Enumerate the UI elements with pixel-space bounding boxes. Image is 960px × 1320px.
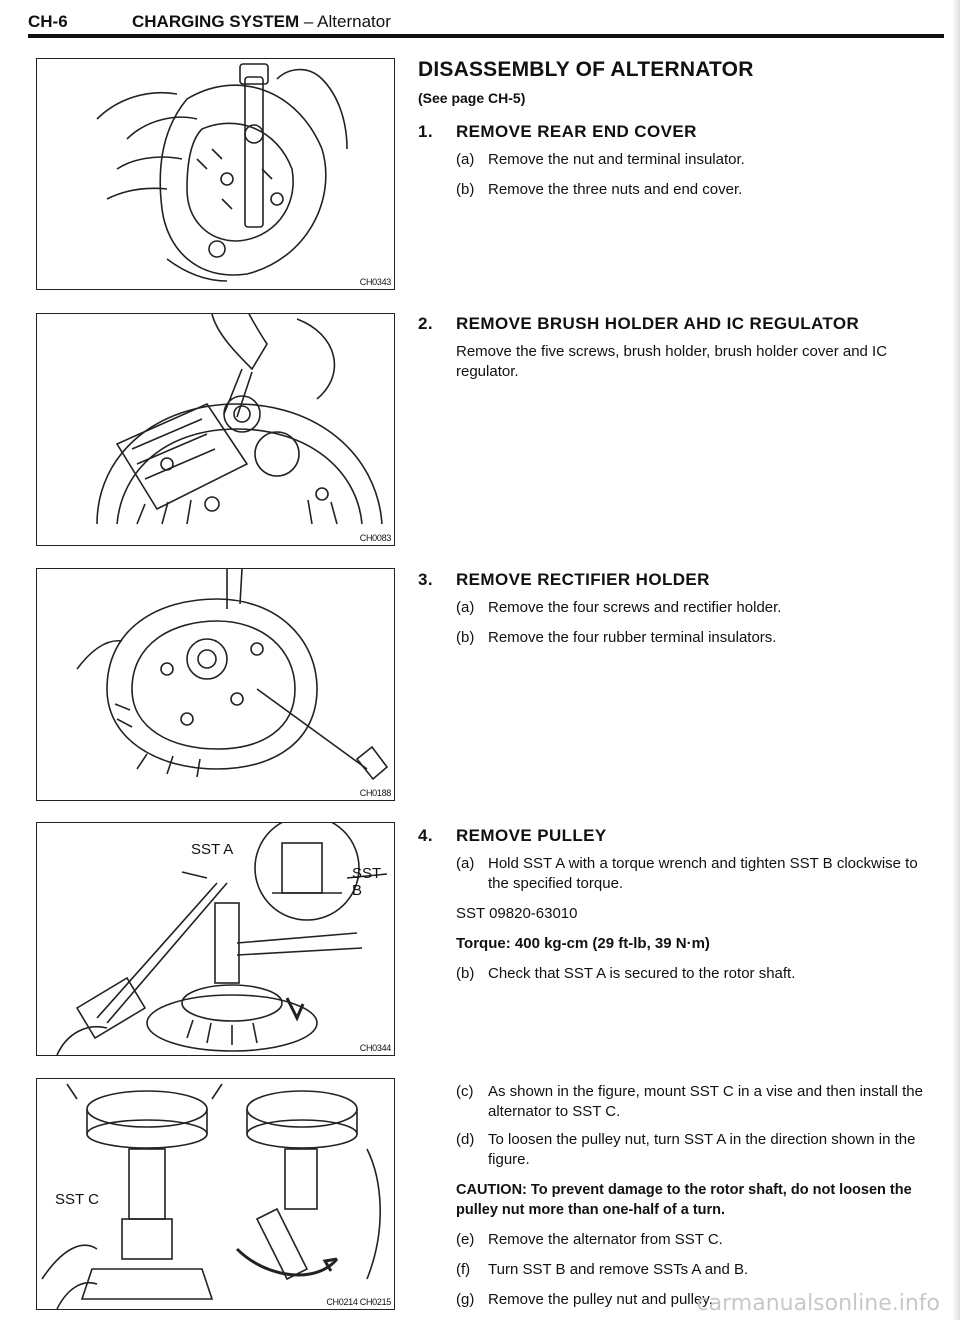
figure-remove-pulley: [36, 822, 395, 1056]
step-4c: (c) As shown in the figure, mount SST C in a vise and then install the alternator to SST C.: [456, 1083, 923, 1120]
figure-rear-end-cover: [36, 58, 395, 290]
step-4a: (a) Hold SST A with a torque wrench and tighten SST B clockwise to the specified torque.: [456, 855, 918, 892]
figure-1-drawing: [37, 59, 394, 289]
caution-note: CAUTION: To prevent damage to the rotor shaft, do not loosen the pulley nut more than one-half of a turn.: [456, 1182, 912, 1218]
step-4b: (b) Check that SST A is secured to the rotor shaft.: [456, 965, 796, 982]
step-1a: (a) Remove the nut and terminal insulator.: [456, 151, 745, 168]
figure-code: CH0344: [359, 1043, 391, 1053]
step-1b: (b) Remove the three nuts and end cover.: [456, 181, 743, 198]
step-3a: (a) Remove the four screws and rectifier holder.: [456, 599, 782, 616]
section-title: CHARGING SYSTEM: [132, 12, 300, 31]
subsection-title: – Alternator: [303, 12, 391, 31]
label-sst-c: SST C: [55, 1191, 99, 1208]
step-2-body: Remove the five screws, brush holder, brush holder cover and IC regulator.: [456, 343, 888, 380]
step-4d: (d) To loosen the pulley nut, turn SST A in the direction shown in the figure.: [456, 1131, 916, 1168]
torque-spec: Torque: 400 kg-cm (29 ft-lb, 39 N·m): [456, 935, 710, 952]
figure-vise-mount: [36, 1078, 395, 1310]
figure-3-drawing: [37, 569, 394, 800]
step-4-heading: 4. REMOVE PULLEY: [418, 826, 607, 845]
page-id: CH-6: [28, 12, 68, 31]
step-4e: (e) Remove the alternator from SST C.: [456, 1231, 723, 1248]
figure-brush-holder: [36, 313, 395, 546]
page-header: [28, 8, 948, 32]
label-sst-b: SST B: [352, 865, 381, 899]
scan-edge: [952, 0, 960, 1320]
step-4f: (f) Turn SST B and remove SSTs A and B.: [456, 1261, 749, 1278]
figure-code: CH0083: [359, 533, 391, 543]
running-title: [132, 12, 391, 32]
figure-code: CH0214 CH0215: [326, 1297, 391, 1307]
step-4g: (g) Remove the pulley nut and pulley.: [456, 1291, 713, 1308]
step-3-heading: 3. REMOVE RECTIFIER HOLDER: [418, 570, 710, 589]
figure-2-drawing: [37, 314, 394, 545]
step-2-heading: 2. REMOVE BRUSH HOLDER AHD IC REGULATOR: [418, 314, 860, 333]
see-page-reference: (See page CH-5): [418, 90, 526, 106]
label-sst-a: SST A: [191, 841, 234, 858]
figure-rectifier-holder: [36, 568, 395, 801]
step-3b: (b) Remove the four rubber terminal insulators.: [456, 629, 777, 646]
header-rule: [28, 34, 944, 38]
sst-number: SST 09820-63010: [456, 905, 578, 922]
watermark: carmanualsonline.info: [696, 1291, 940, 1316]
figure-code: CH0188: [359, 788, 391, 798]
page-title: DISASSEMBLY OF ALTERNATOR: [418, 58, 754, 81]
step-1-heading: 1. REMOVE REAR END COVER: [418, 122, 697, 141]
figure-code: CH0343: [359, 277, 391, 287]
